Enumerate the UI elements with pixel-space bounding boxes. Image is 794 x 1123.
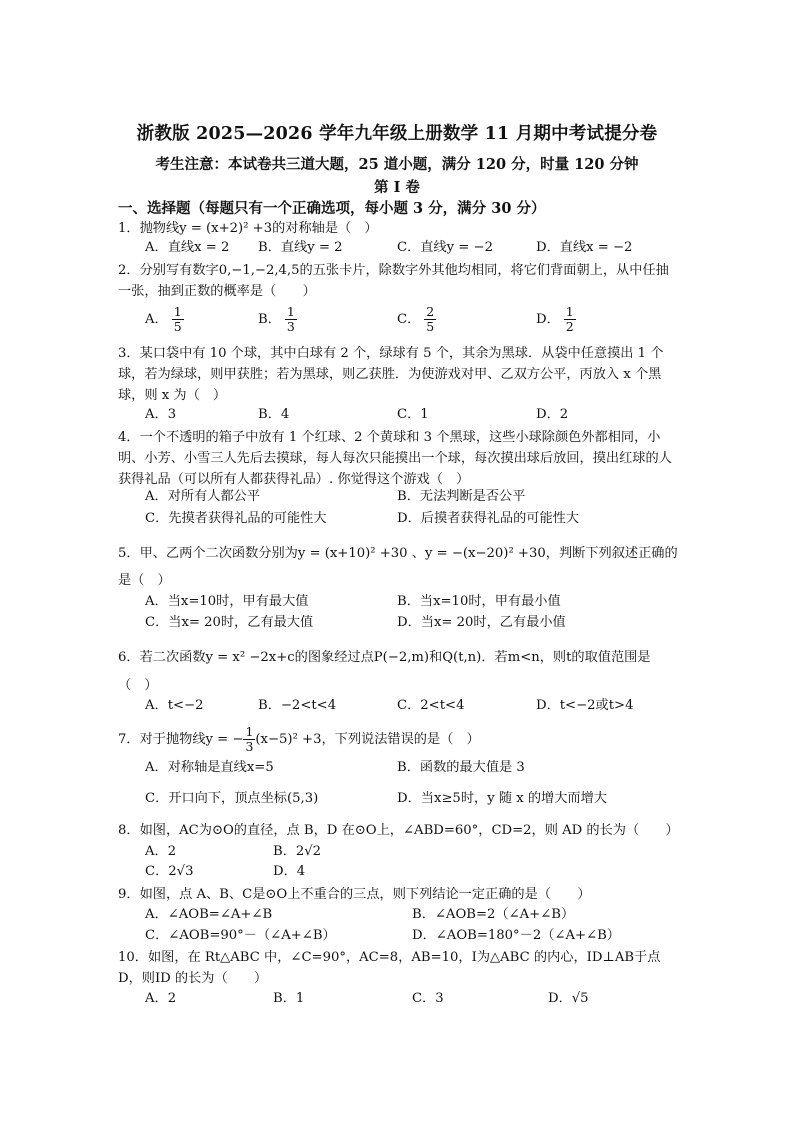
exam-notice: 考生注意：本试卷共三道大题，25 道小题，满分 120 分，时量 120 分钟 [155,156,639,173]
question-3-option-d: D．2 [536,407,569,422]
question-4-option-a: A．对所有人都公平 [145,489,261,504]
question-9-stem: 9．如图，点 A、B、C是⊙O上不重合的三点，则下列结论一定正确的是（ ） [118,887,591,902]
question-8-stem: 8．如图，AC为⊙O的直径，点 B，D 在⊙O上，∠ABD=60°，CD=2，则 AD 的长为（ ） [118,823,679,838]
question-8-option-b: B．2√2 [273,844,322,859]
question-5-option-d: D．当x= 20时，乙有最小值 [397,615,566,630]
question-10-option-a: A．2 [145,991,177,1006]
option-letter: D． [536,312,560,327]
fraction-numerator: 1 [565,304,574,319]
question-9-option-d: D．∠AOB=180°－2（∠A+∠B） [412,928,620,943]
question-2-option-b [258,305,297,334]
section-heading: 一、选择题（每题只有一个正确选项，每小题 3 分，满分 30 分） [118,200,546,217]
question-5-option-b: B．当x=10时，甲有最小值 [397,594,561,609]
question-7-option-c: C．开口向下，顶点坐标(5,3) [145,791,319,806]
option-letter: B． [258,312,281,327]
fraction-denominator: 5 [173,319,182,334]
question-3-option-a: A．3 [145,407,177,422]
question-10-option-d: D．√5 [548,991,589,1006]
question-10-stem: 10．如图，在 Rt△ABC 中，∠C=90°，AC=8，AB=10，I为△ABC 的内心，ID⊥AB于点 D，则ID 的长为（ ） [118,950,661,986]
fraction [564,305,576,334]
question-7-stem-suffix: (x−5)² +3，下列说法错误的是（ ） [255,732,480,747]
fraction [172,305,184,334]
fraction-numerator: 1 [286,304,295,319]
question-1-option-d: D．直线x = −2 [536,240,633,255]
question-1-option-b: B．直线y = 2 [258,240,343,255]
question-2-stem: 2．分别写有数字0,−1,−2,4,5的五张卡片，除数字外其他均相同，将它们背面朝上，从中任抽一张，抽到正数的概率是（ ） [118,263,669,299]
question-4-option-d: D．后摸者获得礼品的可能性大 [397,511,580,526]
question-10-option-b: B．1 [273,991,305,1006]
fraction-denominator: 3 [286,319,295,334]
question-3-stem: 3．某口袋中有 10 个球，其中白球有 2 个，绿球有 5 个，其余为黑球．从袋中任意摸出 1 个球，若为绿球，则甲获胜；若为黑球，则乙获胜．为使游戏对甲、乙双方公平，丙放入 x 个黑球，则 x 为（ ） [118,346,664,403]
question-8-option-c: C．2√3 [145,864,194,879]
question-8-option-a: A．2 [145,844,177,859]
question-6-stem: 6．若二次函数y = x² −2x+c的图象经过点P(−2,m)和Q(t,n)．若m<n，则t的取值范围是（ ） [118,650,651,693]
question-7-option-d: D．当x≥5时，y 随 x 的增大而增大 [397,791,607,806]
fraction-numerator: 1 [173,304,182,319]
question-2-option-a [145,305,184,334]
fraction [285,305,297,334]
question-4-option-c: C．先摸者获得礼品的可能性大 [145,511,327,526]
question-3-option-b: B．4 [258,407,290,422]
fraction [424,305,436,334]
fraction-denominator: 3 [245,739,254,754]
question-6-option-c: C．2<t<4 [397,698,465,713]
question-9-option-c: C．∠AOB=90°－（∠A+∠B） [145,928,336,943]
question-3-option-c: C．1 [397,407,429,422]
option-letter: C． [397,312,421,327]
fraction-denominator: 2 [565,319,574,334]
question-1-option-a: A．直线x = 2 [145,240,230,255]
question-5-option-a: A．当x=10时，甲有最大值 [145,594,309,609]
question-6-option-d: D．t<−2或t>4 [536,698,634,713]
question-6-option-a: A．t<−2 [145,698,204,713]
question-2-option-c [397,305,436,334]
exam-title: 浙教版 2025—2026 学年九年级上册数学 11 月期中考试提分卷 [136,124,658,144]
question-4-stem: 4．一个不透明的箱子中放有 1 个红球、2 个黄球和 3 个黑球，这些小球除颜色外都相同，小明、小芳、小雪三人先后去摸球，每人每次只能摸出一个球，每次摸出球后放回，摸出红球的人获得礼品（可以所有人都获得礼品）. 你觉得这个游戏（ ） [118,430,672,487]
question-7-stem [118,725,678,754]
question-7-option-a: A．对称轴是直线x=5 [145,760,274,775]
question-1-stem: 1．抛物线y = (x+2)² +3的对称轴是（ ） [118,221,378,236]
fraction [243,725,255,754]
question-2-option-d [536,305,576,334]
question-7-option-b: B．函数的最大值是 3 [397,760,525,775]
question-8-option-d: D．4 [273,864,306,879]
fraction-numerator: 1 [245,724,254,739]
question-5-option-c: C．当x= 20时，乙有最大值 [145,615,314,630]
question-7-stem-prefix: 7．对于抛物线y = − [118,732,244,747]
fraction-denominator: 5 [426,319,435,334]
question-6-option-b: B．−2<t<4 [258,698,337,713]
question-9-option-b: B．∠AOB=2（∠A+∠B） [412,907,575,922]
question-9-option-a: A．∠AOB=∠A+∠B [145,907,273,922]
question-4-option-b: B．无法判断是否公平 [397,489,526,504]
question-5-stem: 5．甲、乙两个二次函数分别为y = (x+10)² +30 、y = −(x−20)² +30，判断下列叙述正确的是（ ） [118,546,678,588]
fraction-numerator: 2 [426,304,435,319]
volume-label: 第 I 卷 [374,179,420,196]
question-1-option-c: C．直线y = −2 [397,240,493,255]
question-10-option-c: C．3 [412,991,444,1006]
option-letter: A． [145,312,168,327]
